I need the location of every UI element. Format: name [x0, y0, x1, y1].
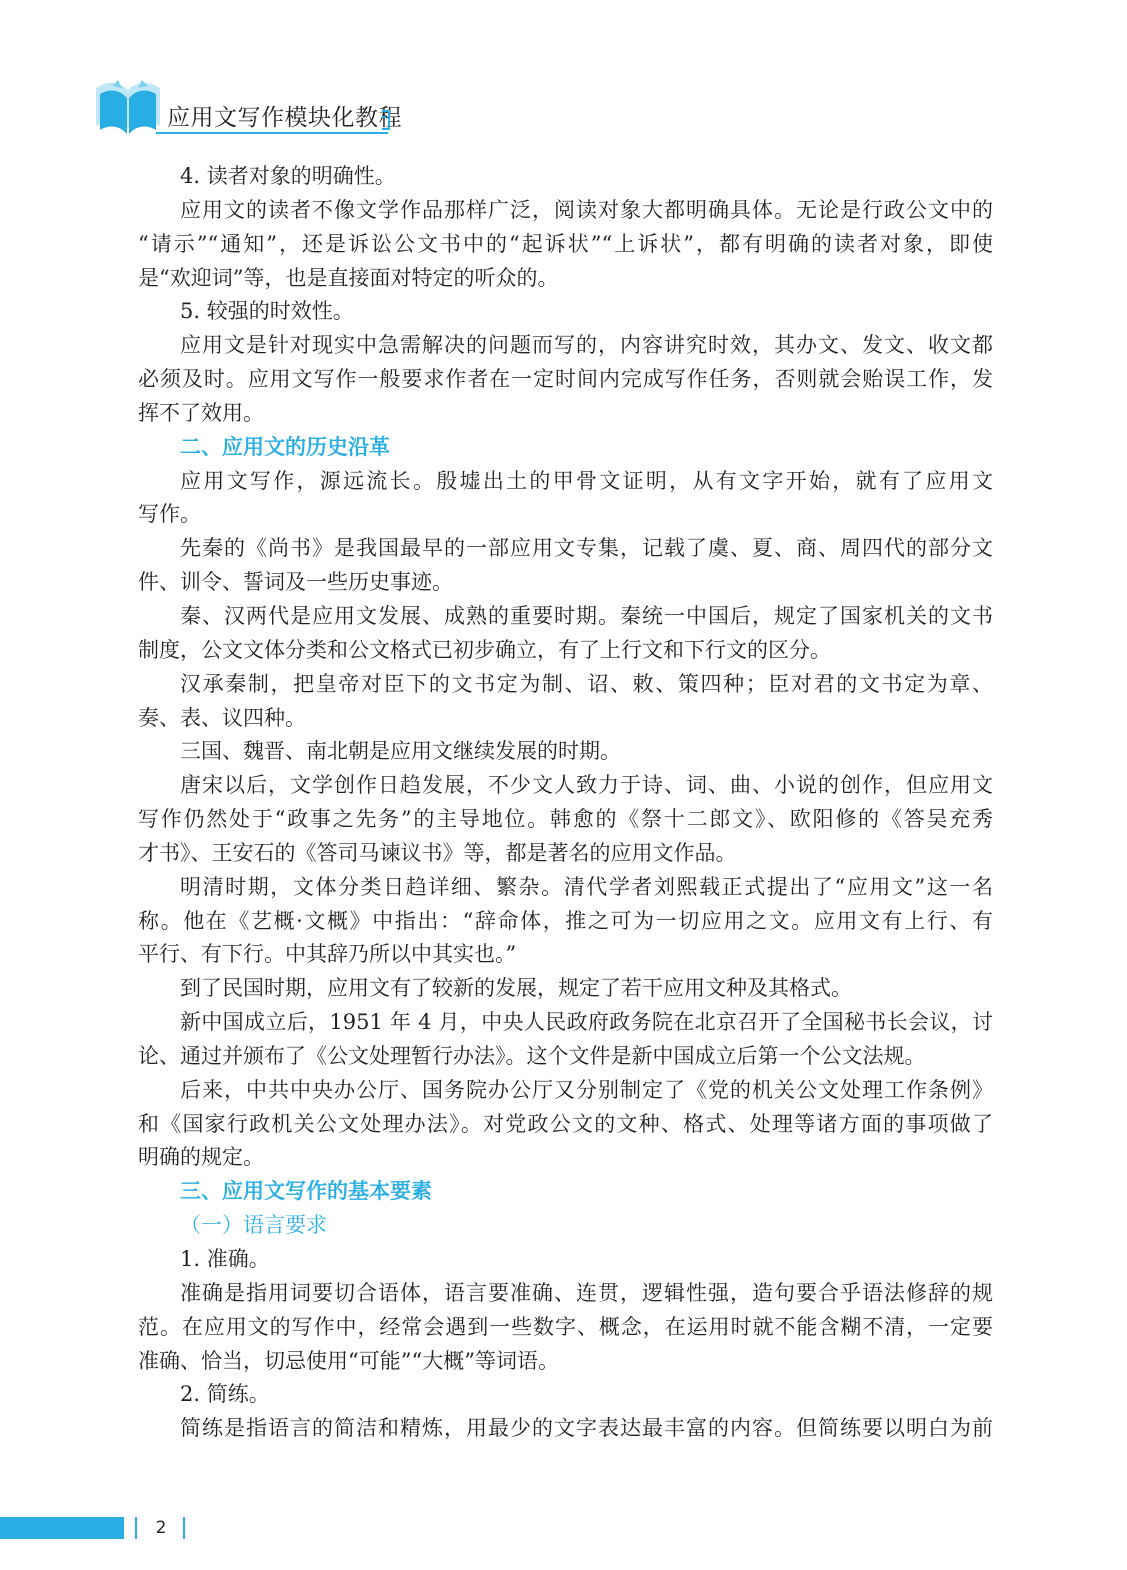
footer-divider	[135, 1517, 137, 1539]
paragraph-line: 到了民国时期，应用文有了较新的发展，规定了若干应用文种及其格式。	[180, 976, 852, 1001]
paragraph-line: 应用文的读者不像文学作品那样广泛，阅读对象大都明确具体。无论是行政公文中的	[180, 197, 993, 222]
paragraph-line: 件、训令、誓词及一些历史事迹。	[138, 570, 453, 595]
paragraph-line: 明确的规定。	[138, 1145, 264, 1170]
paragraph-line: 制度，公文文体分类和公文格式已初步确立，有了上行文和下行文的区分。	[138, 637, 831, 662]
header-rule	[156, 132, 388, 134]
header-bracket-icon	[381, 108, 391, 132]
section-heading: 二、应用文的历史沿革	[180, 434, 390, 459]
paragraph-line: 准确是指用词要切合语体，语言要准确、连贯，逻辑性强，造句要合乎语法修辞的规	[180, 1280, 993, 1305]
paragraph-line: 奏、表、议四种。	[138, 705, 306, 730]
paragraph-line: 是“欢迎词”等，也是直接面对特定的听众的。	[138, 265, 559, 290]
page-number: 2	[155, 1518, 167, 1538]
paragraph-line: 明清时期，文体分类日趋详细、繁杂。清代学者刘熙载正式提出了“应用文”这一名	[180, 874, 993, 899]
paragraph-line: 唐宋以后，文学创作日趋发展，不少文人致力于诗、词、曲、小说的创作，但应用文	[180, 773, 993, 798]
paragraph-line: 称。他在《艺概·文概》中指出：“辞命体，推之可为一切应用之文。应用文有上行、有	[138, 908, 993, 933]
open-book-icon	[92, 76, 164, 136]
list-item: 1. 准确。	[180, 1247, 270, 1271]
paragraph-line: 才书》、王安石的《答司马谏议书》等，都是著名的应用文作品。	[138, 840, 737, 865]
paragraph-line: 汉承秦制，把皇帝对臣下的文书定为制、诏、敕、策四种；臣对君的文书定为章、	[180, 671, 993, 696]
subsection-heading: （一）语言要求	[180, 1213, 327, 1238]
paragraph-line: 准确、恰当，切忌使用“可能”“大概”等词语。	[138, 1348, 559, 1373]
paragraph-line: 应用文写作，源远流长。殷墟出土的甲骨文证明，从有文字开始，就有了应用文	[180, 468, 993, 493]
page-content	[138, 160, 993, 1446]
paragraph-line: 应用文是针对现实中急需解决的问题而写的，内容讲究时效，其办文、发文、收文都	[180, 333, 993, 358]
paragraph-line: 论、通过并颁布了《公文处理暂行办法》。这个文件是新中国成立后第一个公文法规。	[138, 1043, 926, 1068]
paragraph-line: 挥不了效用。	[138, 400, 264, 425]
list-item: 2. 简练。	[180, 1382, 270, 1407]
paragraph-line: 和《国家行政机关公文处理办法》。对党政公文的文种、格式、处理等诸方面的事项做了	[138, 1111, 993, 1136]
list-item: 4. 读者对象的明确性。	[180, 164, 396, 188]
paragraph-line: 新中国成立后，1951 年 4 月，中央人民政府政务院在北京召开了全国秘书长会议，讨	[180, 1010, 993, 1035]
book-title: 应用文写作模块化教程	[167, 105, 402, 131]
paragraph-line: 写作。	[138, 502, 201, 527]
footer-divider	[183, 1517, 185, 1539]
paragraph-line: 必须及时。应用文写作一般要求作者在一定时间内完成写作任务，否则就会贻误工作，发	[138, 367, 993, 392]
page-header	[0, 0, 1127, 140]
paragraph-line: 简练是指语言的简洁和精炼，用最少的文字表达最丰富的内容。但简练要以明白为前	[180, 1416, 993, 1441]
paragraph-line: 写作仍然处于“政事之先务”的主导地位。韩愈的《祭十二郎文》、欧阳修的《答吴充秀	[138, 807, 993, 832]
paragraph-line: “请示”“通知”，还是诉讼公文书中的“起诉状”“上诉状”，都有明确的读者对象，即使	[138, 231, 993, 256]
paragraph-line: 先秦的《尚书》是我国最早的一部应用文专集，记载了虞、夏、商、周四代的部分文	[180, 536, 993, 561]
section-heading: 三、应用文写作的基本要素	[180, 1179, 432, 1204]
paragraph-line: 后来，中共中央办公厅、国务院办公厅又分别制定了《党的机关公文处理工作条例》	[180, 1077, 993, 1102]
paragraph-line: 范。在应用文的写作中，经常会遇到一些数字、概念，在运用时就不能含糊不清，一定要	[138, 1314, 993, 1339]
paragraph-line: 秦、汉两代是应用文发展、成熟的重要时期。秦统一中国后，规定了国家机关的文书	[180, 603, 993, 628]
paragraph-line: 平行、有下行。中其辞乃所以中其实也。”	[138, 942, 517, 967]
list-item: 5. 较强的时效性。	[180, 299, 354, 324]
paragraph-line: 三国、魏晋、南北朝是应用文继续发展的时期。	[180, 739, 621, 764]
footer-accent-bar	[0, 1517, 124, 1539]
